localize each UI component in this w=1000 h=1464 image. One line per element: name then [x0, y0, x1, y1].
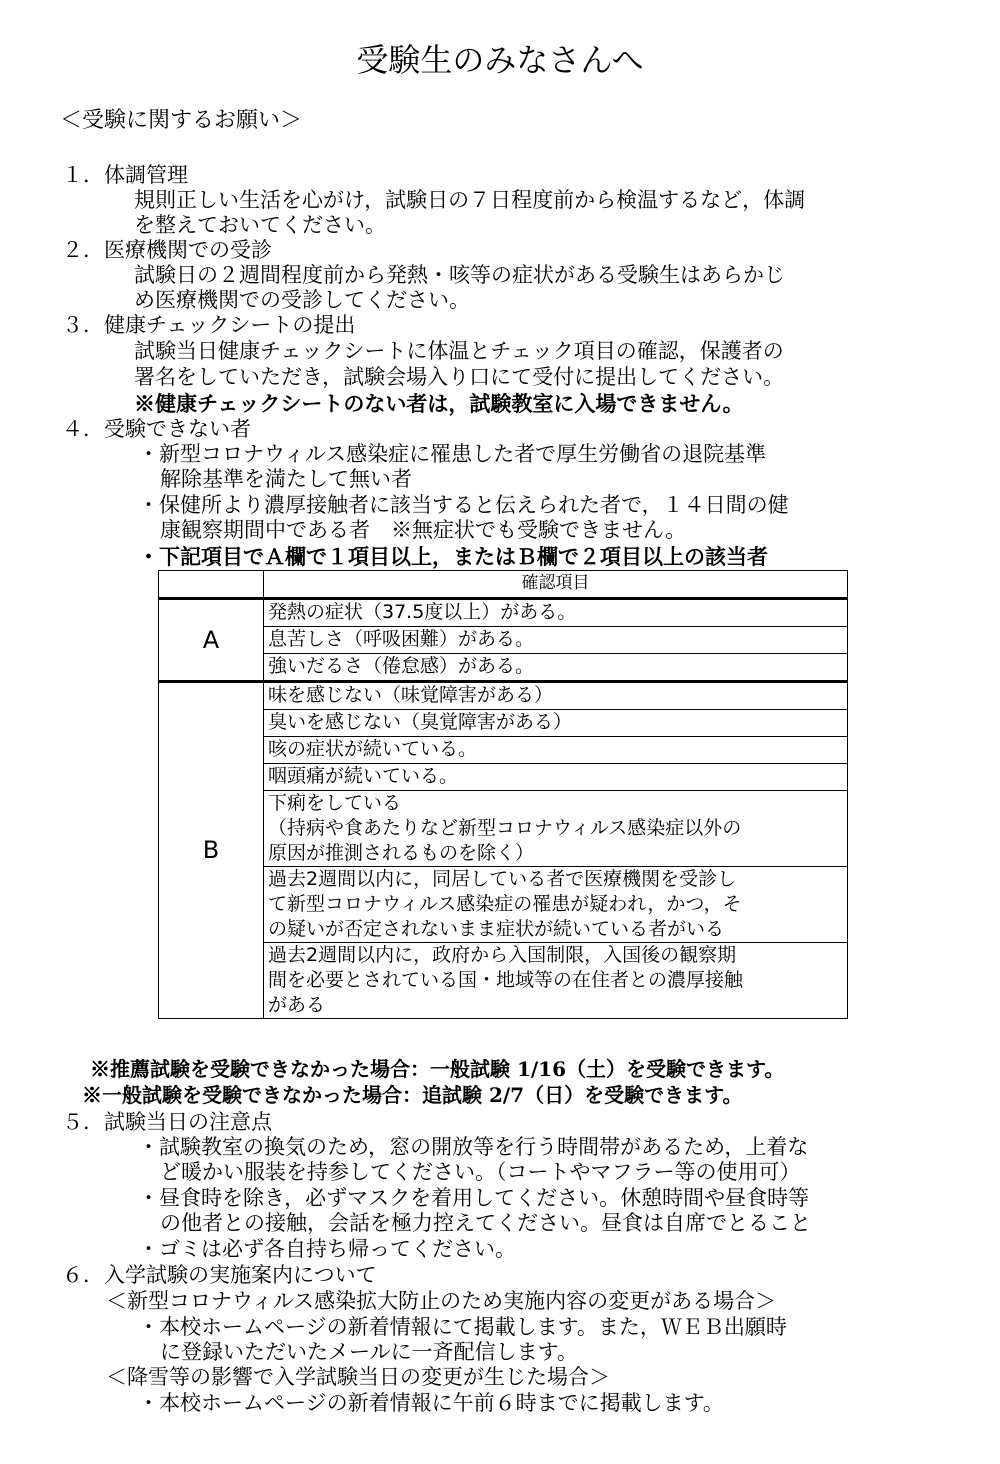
s4-bullet2-line2: 康観察期間中である者 ※無症状でも受験できません。: [160, 518, 687, 542]
s5-heading: ５．試験当日の注意点: [62, 1110, 272, 1134]
s3-warning: ※健康チェックシートのない者は，試験教室に入場できません。: [134, 391, 744, 416]
s2-line1: 試験日の２週間程度前から発熱・咳等の症状がある受験生はあらかじ: [134, 263, 785, 287]
group-a-label: A: [159, 599, 264, 682]
s3-line2: 署名をしていただき，試験会場入り口にて受付に提出してください。: [134, 365, 785, 389]
cell-line: 原因が推測されるものを除く）: [268, 842, 535, 864]
s2-heading: ２．医療機関での受診: [62, 238, 272, 262]
table-row: [264, 943, 848, 1019]
s3-line1: 試験当日健康チェックシートに体温とチェック項目の確認，保護者の: [134, 339, 784, 363]
s6-bullet1-line2: に登録いただいたメールに一斉配信します。: [160, 1340, 578, 1364]
s5-bullet2-line1: ・昼食時を除き，必ずマスクを着用してください。休憩時間や昼食時等: [138, 1186, 810, 1210]
s4-bullet2-line1: ・保健所より濃厚接触者に該当すると伝えられた者で，１４日間の健: [138, 493, 789, 517]
table-row: 味を感じない（味覚障害がある）: [264, 682, 848, 710]
table-header: 確認項目: [264, 571, 848, 599]
s3-heading: ３．健康チェックシートの提出: [62, 313, 356, 337]
table-row: 息苦しさ（呼吸困難）がある。: [264, 627, 848, 654]
s4-bullet3: ・下記項目でＡ欄で１項目以上，またはＢ欄で２項目以上の該当者: [138, 544, 768, 569]
s5-bullet1-line2: ど暖かい服装を持参してください。（コートやマフラー等の使用可）: [160, 1160, 801, 1184]
cell-line: 下痢をしている: [268, 792, 402, 814]
s6-subheading-snow: ＜降雪等の影響で入学試験当日の変更が生じた場合＞: [106, 1365, 610, 1389]
cell-line: 過去2週間以内に，同居している者で医療機関を受診し: [268, 868, 737, 890]
table-row: [264, 867, 848, 943]
s6-heading: ６．入学試験の実施案内について: [62, 1263, 377, 1287]
s1-heading: １．体調管理: [62, 163, 188, 187]
note-general: ※一般試験を受験できなかった場合：追試験 2/7（日）を受験できます。: [82, 1083, 743, 1107]
table-row: [264, 791, 848, 867]
table-corner-cell: [159, 571, 264, 599]
s5-bullet2-line2: の他者との接触，会話を極力控えてください。昼食は自席でとること: [160, 1211, 811, 1235]
s1-line2: を整えておいてください。: [134, 213, 386, 237]
cell-line: の疑いが否定されないまま症状が続いている者がいる: [268, 918, 725, 940]
table-row: 発熱の症状（37.5度以上）がある。: [264, 599, 848, 627]
cell-line: 過去2週間以内に，政府から入国制限，入国後の観察期: [268, 944, 737, 966]
cell-line: （持病や食あたりなど新型コロナウィルス感染症以外の: [268, 817, 742, 839]
s4-heading: ４．受験できない者: [62, 417, 251, 441]
s1-line1: 規則正しい生活を心がけ，試験日の７日程度前から検温するなど，体調: [134, 188, 806, 212]
check-items-table: [158, 570, 848, 1019]
s5-bullet1-line1: ・試験教室の換気のため，窓の開放等を行う時間帯があるため，上着な: [138, 1135, 809, 1159]
s5-bullet3: ・ゴミは必ず各自持ち帰ってください。: [138, 1237, 516, 1261]
s6-bullet1-line1: ・本校ホームページの新着情報にて掲載します。また，ＷＥＢ出願時: [138, 1315, 787, 1339]
table-row: 臭いを感じない（臭覚障害がある）: [264, 710, 848, 737]
s4-bullet1-line1: ・新型コロナウィルス感染症に罹患した者で厚生労働省の退院基準: [138, 442, 767, 466]
s6-bullet2: ・本校ホームページの新着情報に午前６時までに掲載します。: [138, 1391, 724, 1415]
s2-line2: め医療機関での受診してください。: [134, 288, 470, 312]
s6-subheading-covid: ＜新型コロナウィルス感染拡大防止のため実施内容の変更がある場合＞: [106, 1289, 777, 1313]
cell-line: がある: [268, 994, 326, 1016]
cell-line: 間を必要とされている国・地域等の在住者との濃厚接触: [268, 969, 744, 991]
group-b-label: B: [159, 682, 264, 1019]
table-row: 強いだるさ（倦怠感）がある。: [264, 654, 848, 682]
s4-bullet1-line2: 解除基準を満たして無い者: [160, 467, 412, 491]
table-row: 咳の症状が続いている。: [264, 737, 848, 764]
table-row: 咽頭痛が続いている。: [264, 764, 848, 791]
page-title: 受験生のみなさんへ: [356, 41, 644, 79]
section-subtitle: ＜受験に関するお願い＞: [60, 108, 303, 133]
note-recommendation: ※推薦試験を受験できなかった場合：一般試験 1/16（土）を受験できます。: [90, 1057, 785, 1081]
cell-line: て新型コロナウィルス感染症の罹患が疑われ，かつ，そ: [268, 893, 742, 915]
